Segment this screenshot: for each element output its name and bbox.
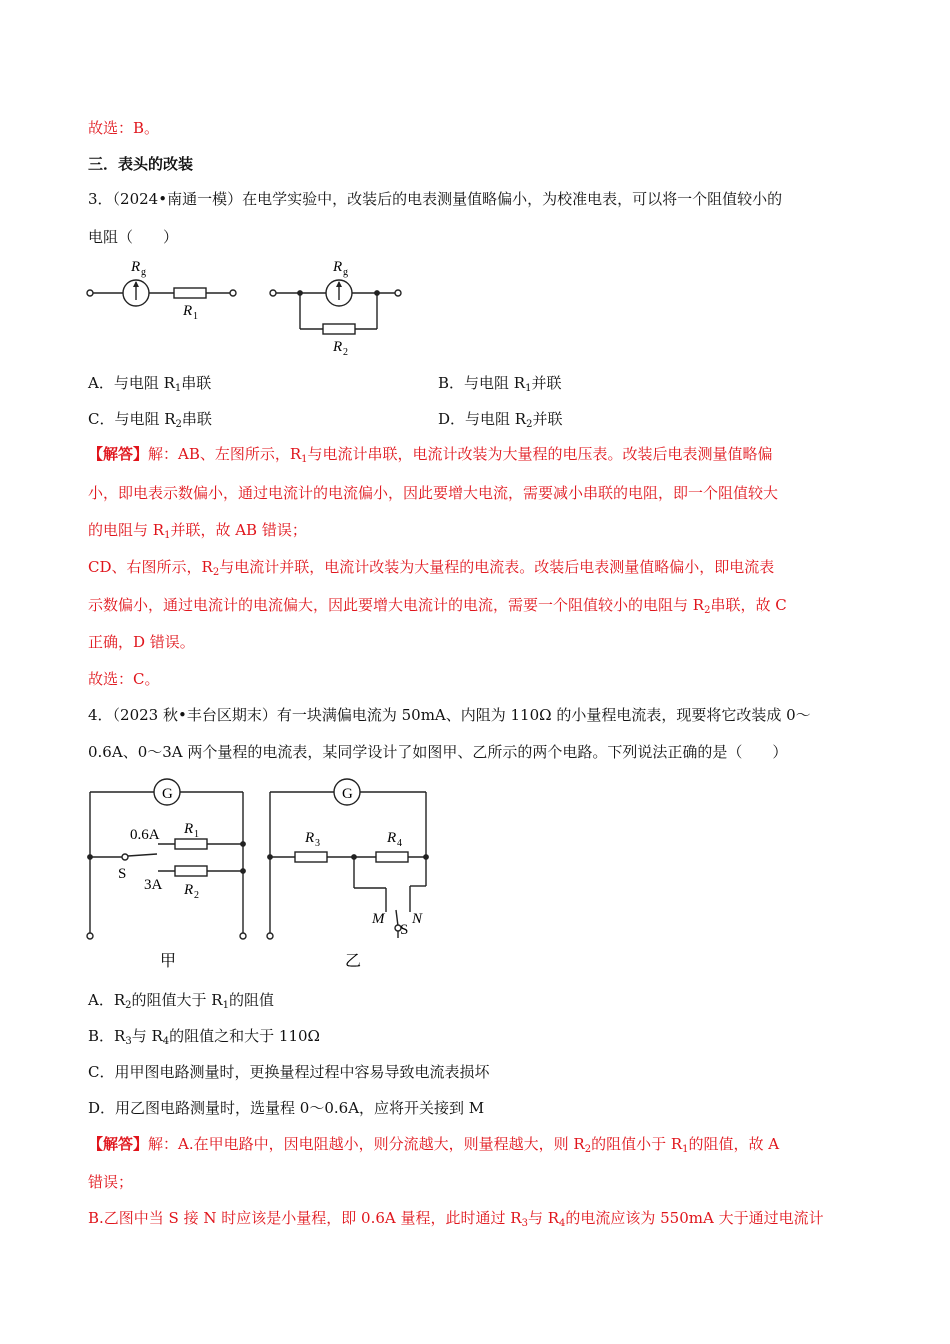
svg-text:4: 4 bbox=[397, 838, 402, 849]
switch-s-label-yi: S bbox=[400, 922, 409, 938]
switch-s-label-jia: S bbox=[118, 866, 127, 882]
q4-stem-line1: 4．（2023 秋•丰台区期末）有一块满偏电流为 50mA、内阻为 110Ω 的小量程电流表，现要将它改装成 0～ bbox=[88, 706, 811, 724]
svg-text:1: 1 bbox=[194, 829, 199, 840]
q4-jia-labels bbox=[118, 786, 199, 970]
section-heading: 三．表头的改装 bbox=[88, 155, 194, 173]
q4-yi-labels bbox=[304, 786, 423, 970]
g-label-jia: G bbox=[162, 786, 173, 802]
q3-solution-line4: CD、右图所示，$R_2$与电流计并联，电流计改装为大量程的电流表。改装后电表测量值略偏小，即电流表 bbox=[88, 558, 775, 578]
q3-solution-line2: 小，即电表示数偏小，通过电流计的电流偏小，因此要增大电流，需要减小串联的电阻，即一个阻值较大 bbox=[88, 484, 779, 502]
r1-sub: 1 bbox=[193, 311, 198, 322]
r1-label: R bbox=[183, 303, 193, 319]
q3-series-circuit bbox=[87, 280, 236, 306]
q3-option-a: A．与电阻 $R_1$串联 bbox=[88, 374, 212, 394]
r2-label: R bbox=[333, 339, 343, 355]
svg-text:3: 3 bbox=[315, 838, 320, 849]
q4-stem-line2: 0.6A、0～3A 两个量程的电流表，某同学设计了如图甲、乙所示的两个电路。下列说法正确的是（ ） bbox=[88, 743, 788, 761]
previous-answer: 故选：B。 bbox=[88, 119, 160, 137]
q3-left-labels bbox=[130, 259, 198, 322]
q3-solution-line3: 的电阻与 $R_1$并联，故 AB 错误； bbox=[88, 521, 307, 541]
rg-sub-right: g bbox=[343, 267, 348, 278]
q3-parallel-circuit bbox=[270, 280, 401, 334]
q3-solution-line6: 正确，D 错误。 bbox=[88, 633, 195, 651]
range-3a-label: 3A bbox=[144, 877, 163, 893]
rg-label-right: R bbox=[333, 259, 343, 275]
q4-circuit-yi bbox=[267, 779, 428, 939]
svg-text:R: R bbox=[184, 821, 194, 837]
q3-stem-line1: 3．（2024•南通一模）在电学实验中，改装后的电表测量值略偏小，为校准电表，可以将一个阻值较小的 bbox=[88, 190, 783, 208]
svg-text:R: R bbox=[184, 882, 194, 898]
q4-circuit-jia bbox=[87, 779, 246, 939]
q3-option-c: C．与电阻 $R_2$串联 bbox=[88, 410, 212, 430]
svg-text:R: R bbox=[387, 830, 397, 846]
q4-option-c: C．用甲图电路测量时，更换量程过程中容易导致电流表损坏 bbox=[88, 1063, 490, 1081]
q4-solution-line2: 错误； bbox=[88, 1173, 134, 1191]
switch-m-label: M bbox=[372, 911, 385, 927]
fig-yi-caption: 乙 bbox=[345, 953, 362, 970]
q3-solution-line5: 示数偏小，通过电流计的电流偏大，因此要增大电流计的电流，需要一个阻值较小的电阻与 $R_2$串联，故 C bbox=[88, 596, 787, 616]
resistor-r1-icon bbox=[174, 288, 206, 298]
g-label-yi: G bbox=[342, 786, 353, 802]
r2-sub: 2 bbox=[343, 347, 348, 358]
q3-stem-line2: 电阻（ ） bbox=[88, 228, 179, 246]
q4-option-d: D．用乙图电路测量时，选量程 0～0.6A，应将开关接到 M bbox=[88, 1099, 485, 1117]
svg-text:2: 2 bbox=[194, 890, 199, 901]
svg-text:R: R bbox=[305, 830, 315, 846]
rg-sub-left: g bbox=[141, 267, 146, 278]
q3-circuit-diagrams bbox=[80, 254, 420, 364]
resistor-r2-icon bbox=[323, 324, 355, 334]
range-0.6a-label: 0.6A bbox=[130, 827, 160, 843]
q3-solution-line1: 【解答】解：AB、左图所示，$R_1$与电流计串联，电流计改装为大量程的电压表。改装后电表测量值略偏 bbox=[88, 445, 773, 465]
q4-circuit-diagrams bbox=[80, 776, 440, 976]
q4-solution-line1: 【解答】解：A.在甲电路中，因电阻越小，则分流越大，则量程越大，则 $R_2$的阻值小于 $R_1$的阻值，故 A bbox=[88, 1135, 780, 1155]
q4-option-a: A．$R_2$的阻值大于 $R_1$的阻值 bbox=[88, 991, 274, 1011]
rg-label-left: R bbox=[131, 259, 141, 275]
q3-option-d: D．与电阻 $R_2$并联 bbox=[438, 410, 563, 430]
q4-option-b: B．$R_3$与 $R_4$的阻值之和大于 110Ω bbox=[88, 1027, 320, 1047]
q4-solution-line3: B.乙图中当 S 接 N 时应该是小量程，即 0.6A 量程，此时通过 $R_3$与 $R_4$的电流应该为 550mA 大于通过电流计 bbox=[88, 1209, 824, 1229]
q3-option-b: B．与电阻 $R_1$并联 bbox=[438, 374, 562, 394]
q3-right-labels bbox=[332, 259, 348, 358]
q3-answer: 故选：C。 bbox=[88, 670, 160, 688]
fig-jia-caption: 甲 bbox=[160, 953, 177, 970]
switch-n-label: N bbox=[412, 911, 423, 927]
